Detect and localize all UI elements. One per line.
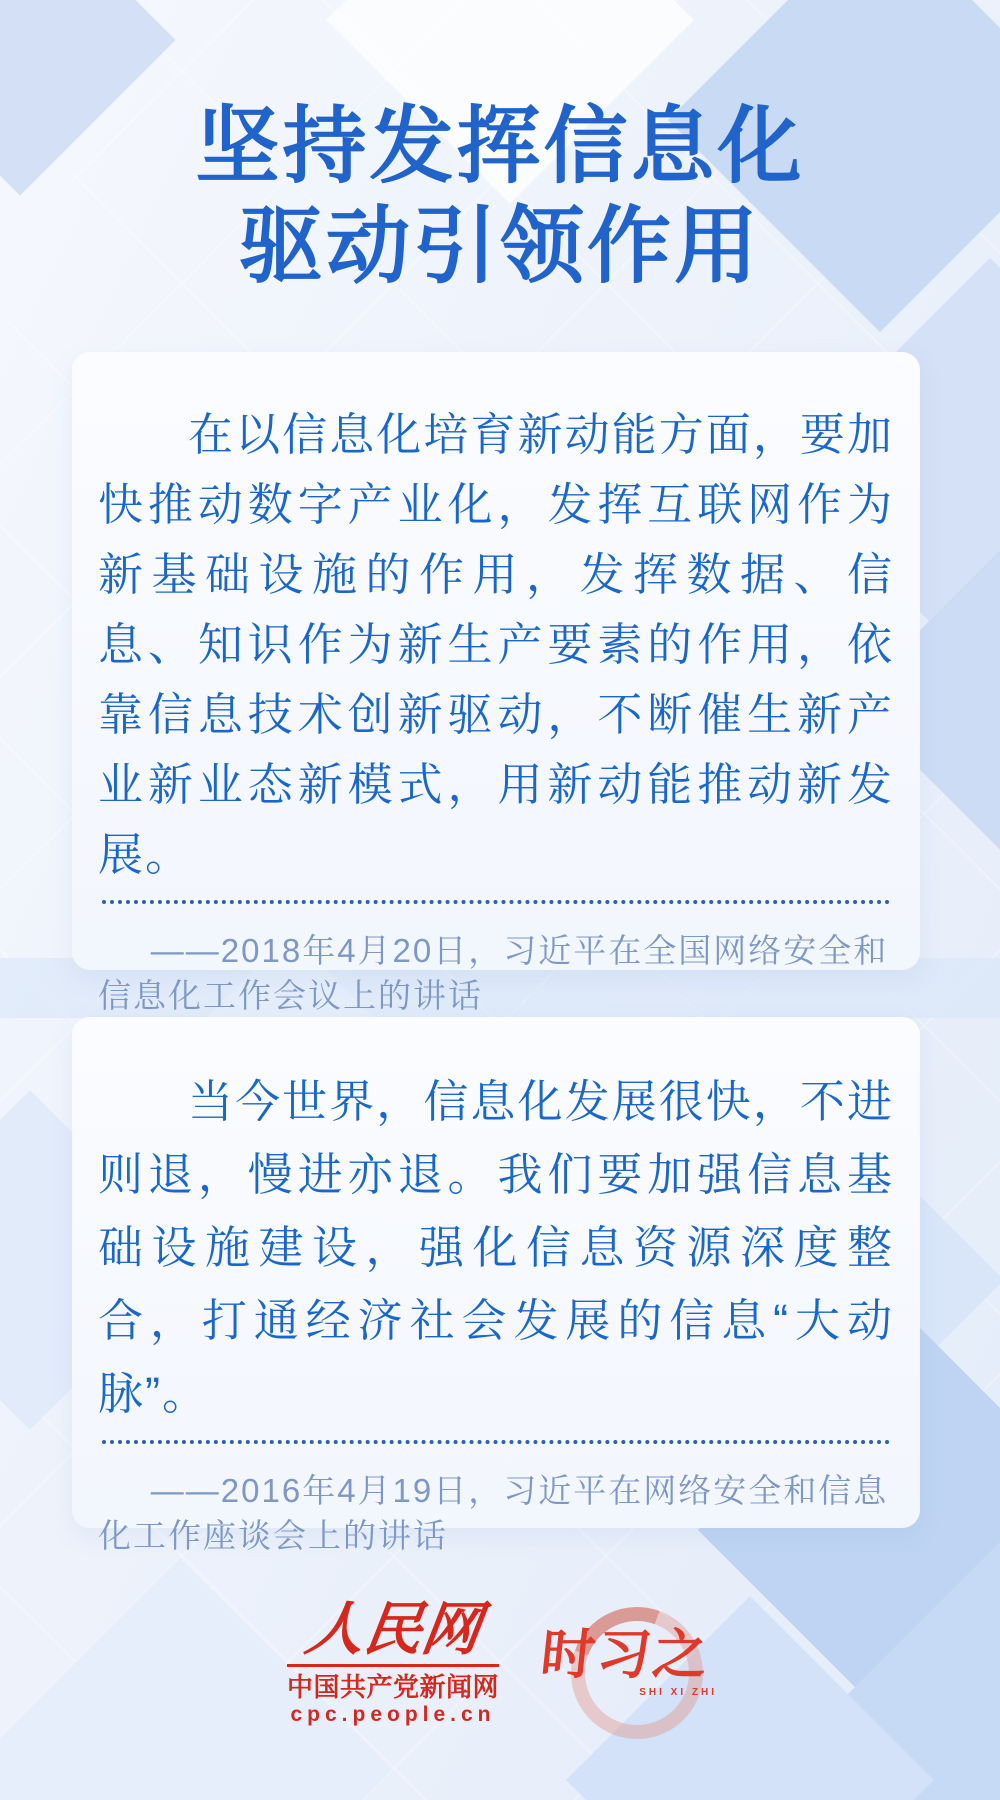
people-script-wordmark: 人民网 [301,1597,485,1662]
shixizhi-logo [537,1595,717,1740]
cpc-news-name: 中国共产党新闻网 [287,1672,500,1702]
quote-attribution: ——2018年4月20日，习近平在全国网络安全和信息化工作会议上的讲话 [98,932,889,1014]
quote-card-2016 [72,1017,920,1554]
people-daily-logo [287,1595,499,1728]
logo-underline [287,1664,499,1667]
page-title [0,96,1000,296]
quote-attribution: ——2016年4月19日，习近平在网络安全和信息化工作座谈会上的讲话 [98,1472,889,1554]
quote-card-2018 [72,352,920,1014]
page-title-line1: 坚持发挥信息化 [195,99,805,193]
quote-body-text: 当今世界，信息化发展很快，不进则退，慢进亦退。我们要加强信息基础设施建设，强化信息资源深度整合，打通经济社会发展的信息“大动脉”。 [98,1076,894,1419]
page-title-line2: 驱动引领作用 [238,199,761,293]
dotted-divider [102,900,890,904]
shixizhi-wordmark: 时习之 [537,1625,713,1685]
quote-body-text: 在以信息化培育新动能方面，要加快推动数字产业化，发挥互联网作为新基础设施的作用，发挥数据、信息、知识作为新生产要素的作用，依靠信息技术创新驱动，不断催生新产业新业态新模式，用新动能推动新发展。 [98,409,894,880]
cpc-news-url: cpc.people.cn [290,1703,496,1726]
footer-logos [0,1595,1000,1740]
dotted-divider [102,1440,890,1444]
shixizhi-subtext: SHI XI ZHI [639,1687,717,1698]
